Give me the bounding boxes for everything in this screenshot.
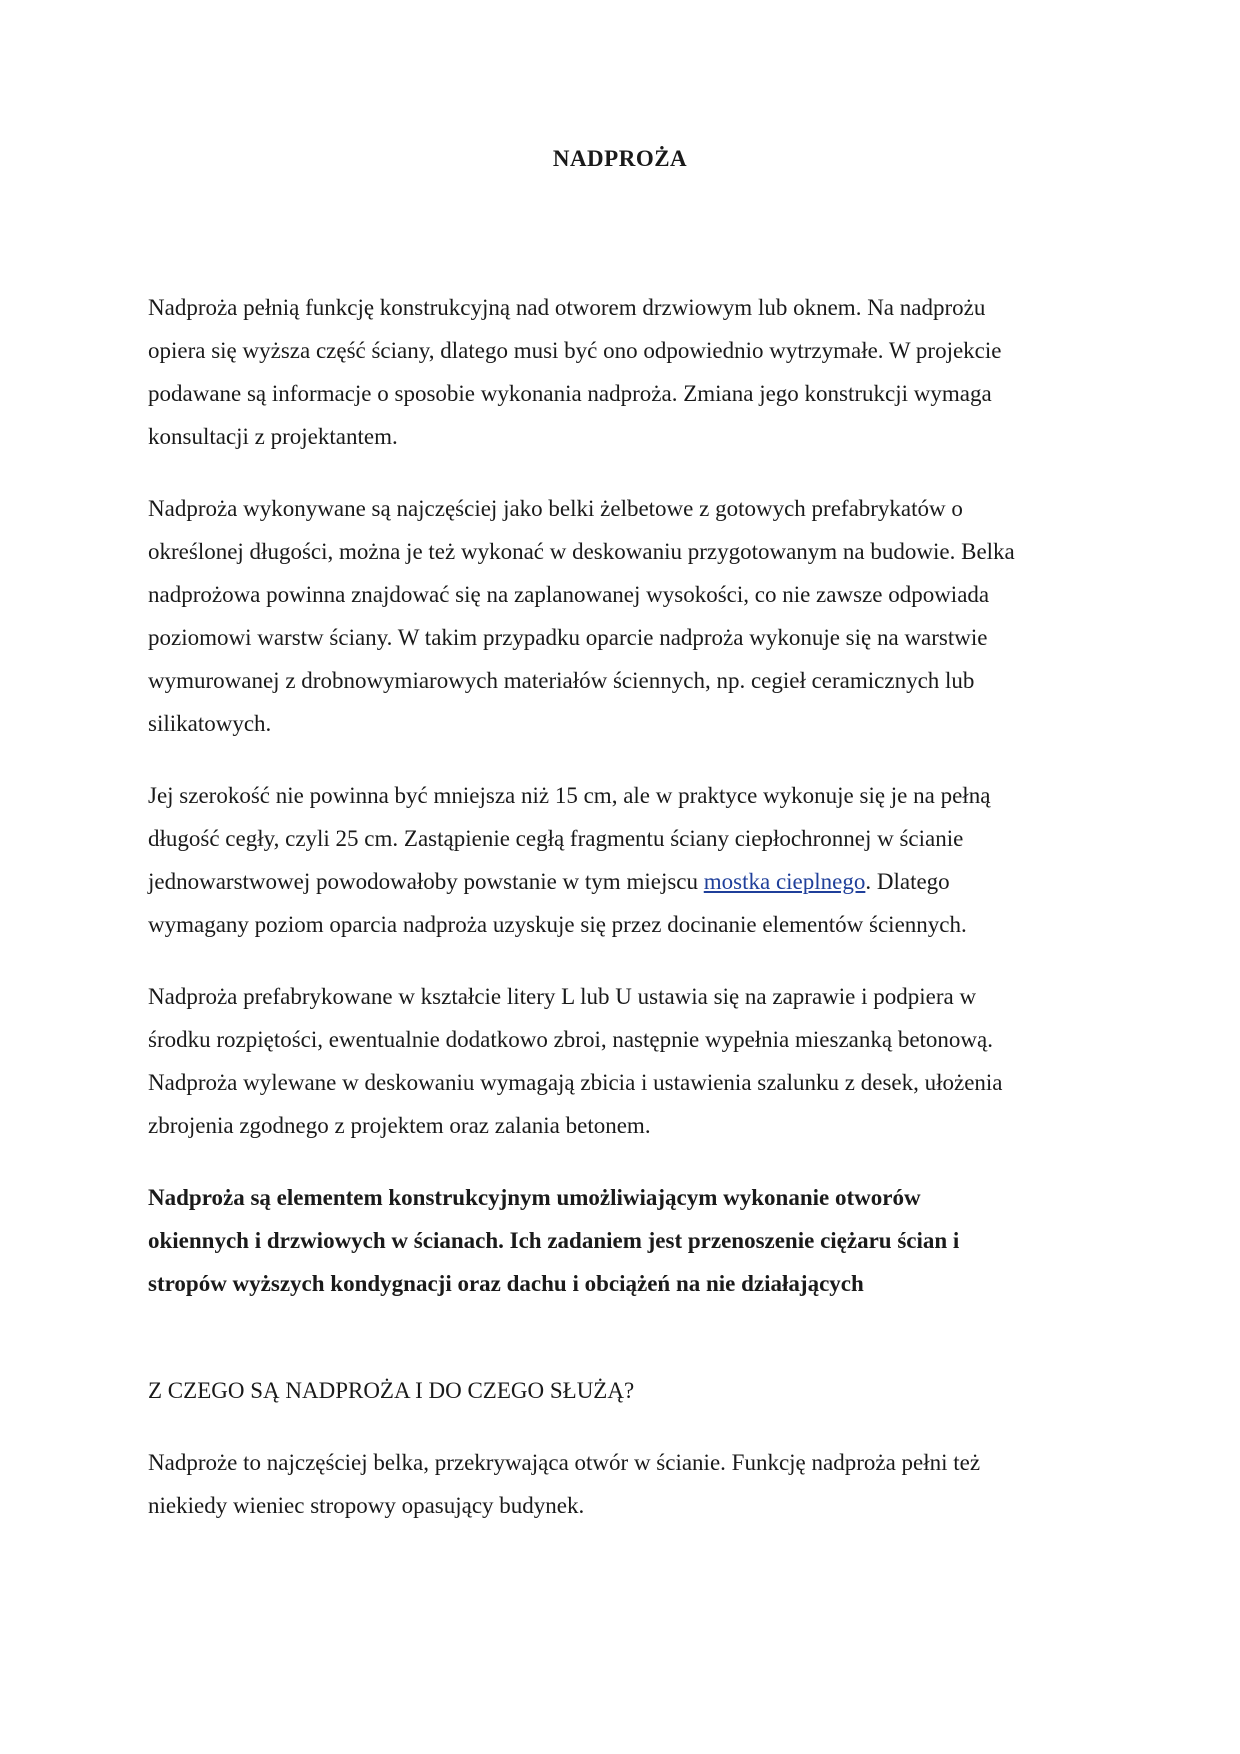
text-line: Nadproża są elementem konstrukcyjnym umożliwiającym wykonanie otworów [148, 1185, 921, 1210]
text-segment: . Dlatego [865, 869, 950, 894]
text-line: podawane są informacje o sposobie wykonania nadproża. Zmiana jego konstrukcji wymaga [148, 381, 992, 406]
paragraph-definition [148, 1441, 1094, 1527]
text-line: okiennych i drzwiowych w ścianach. Ich zadaniem jest przenoszenie ciężaru ścian i [148, 1228, 960, 1253]
text-line: niekiedy wieniec stropowy opasujący budynek. [148, 1493, 585, 1518]
text-line: długość cegły, czyli 25 cm. Zastąpienie cegłą fragmentu ściany ciepłochronnej w ścianie [148, 826, 964, 851]
text-line: Nadproże to najczęściej belka, przekrywająca otwór w ścianie. Funkcję nadproża pełni też [148, 1450, 981, 1475]
text-line: określonej długości, można je też wykonać w deskowaniu przygotowanym na budowie. Belka [148, 539, 1015, 564]
paragraph-summary-bold [148, 1176, 1094, 1305]
document-body [148, 286, 1094, 1556]
text-segment: jednowarstwowej powodowałoby powstanie w tym miejscu [148, 869, 704, 894]
paragraph-construction [148, 487, 1094, 745]
text-line: Jej szerokość nie powinna być mniejsza niż 15 cm, ale w praktyce wykonuje się je na pełną [148, 783, 991, 808]
paragraph-width [148, 774, 1094, 946]
text-line: stropów wyższych kondygnacji oraz dachu i obciążeń na nie działających [148, 1271, 864, 1296]
text-line: zbrojenia zgodnego z projektem oraz zalania betonem. [148, 1113, 651, 1138]
text-line-with-link [148, 860, 1094, 903]
text-line: wymurowanej z drobnowymiarowych materiałów ściennych, np. cegieł ceramicznych lub [148, 668, 975, 693]
text-line: nadprożowa powinna znajdować się na zaplanowanej wysokości, co nie zawsze odpowiada [148, 582, 990, 607]
text-line: opiera się wyższa część ściany, dlatego musi być ono odpowiednio wytrzymałe. W projekcie [148, 338, 1002, 363]
paragraph-prefabricated [148, 975, 1094, 1147]
paragraph-intro [148, 286, 1094, 458]
section-heading: Z CZEGO SĄ NADPROŻA I DO CZEGO SŁUŻĄ? [148, 1378, 635, 1403]
text-line: Nadproża wylewane w deskowaniu wymagają zbicia i ustawienia szalunku z desek, ułożenia [148, 1070, 1003, 1095]
text-line: środku rozpiętości, ewentualnie dodatkowo zbroi, następnie wypełnia mieszanką betonową. [148, 1027, 993, 1052]
text-line: Nadproża pełnią funkcję konstrukcyjną nad otworem drzwiowym lub oknem. Na nadprożu [148, 295, 986, 320]
text-line: poziomowi warstw ściany. W takim przypadku oparcie nadproża wykonuje się na warstwie [148, 625, 988, 650]
text-line: konsultacji z projektantem. [148, 424, 398, 449]
text-line: Nadproża prefabrykowane w kształcie litery L lub U ustawia się na zaprawie i podpiera w [148, 984, 977, 1009]
thermal-bridge-link[interactable]: mostka cieplnego [703, 869, 866, 894]
text-line: Nadproża wykonywane są najczęściej jako belki żelbetowe z gotowych prefabrykatów o [148, 496, 963, 521]
text-line: wymagany poziom oparcia nadproża uzyskuje się przez docinanie elementów ściennych. [148, 912, 967, 937]
page-title: NADPROŻA [552, 146, 688, 171]
text-line: silikatowych. [148, 711, 272, 736]
